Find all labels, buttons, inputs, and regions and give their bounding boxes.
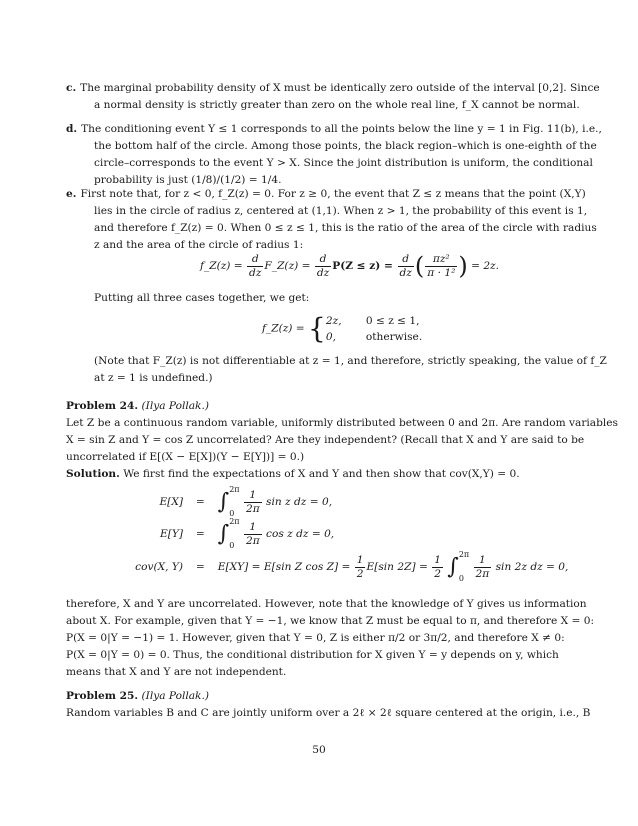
- equation-ex: [125, 486, 332, 518]
- problem-heading: Problem 25.: [66, 690, 139, 702]
- fraction: [474, 554, 492, 581]
- text-line: uncorrelated if E[(X − E[X])(Y − E[Y])] = 0.): [66, 451, 305, 463]
- fraction: [247, 253, 263, 280]
- fraction: [425, 253, 457, 280]
- integral-limits: [459, 551, 469, 583]
- equation-cov: [105, 551, 568, 583]
- frac-den: dz: [316, 266, 330, 279]
- eq-term: F_Z(z) =: [264, 260, 314, 272]
- frac-den: dz: [399, 266, 412, 279]
- upper-limit: 2π: [229, 485, 240, 494]
- after-text: [66, 596, 595, 681]
- upper-limit: 2π: [229, 517, 240, 526]
- eq-lhs: f_Z(z) =: [200, 260, 247, 272]
- integral-limits: [229, 486, 239, 518]
- fraction: [244, 521, 262, 548]
- case-condition: 0 ≤ z ≤ 1,: [365, 314, 420, 327]
- item-text-line: circle–corresponds to the event Y > X. Since the joint distribution is uniform, the conditional: [94, 157, 593, 169]
- eq-term: E[XY] = E[sin Z cos Z] =: [217, 561, 354, 573]
- cases: [326, 313, 422, 345]
- text-line: at z = 1 is undefined.): [94, 372, 213, 384]
- page-number: 50: [312, 744, 326, 756]
- text-line: P(X = 0|Y = −1) = 1. However, given that Y = 0, Z is either π/2 or 3π/2, and therefore X ≠ 0:: [66, 632, 565, 644]
- integral-sign: ∫: [217, 489, 230, 515]
- item-label: c.: [66, 82, 77, 94]
- text-line: Putting all three cases together, we get:: [94, 292, 310, 304]
- integral-limits: [229, 518, 239, 550]
- eq-rhs: sin z dz = 0,: [266, 496, 333, 508]
- left-brace: {: [308, 312, 326, 345]
- eq-term: P(Z ≤ z) =: [332, 260, 397, 272]
- eq-term: E[sin 2Z] =: [366, 561, 432, 573]
- case-value: 2z,: [325, 314, 342, 327]
- fraction: [432, 554, 443, 581]
- problem-25: [66, 688, 591, 722]
- frac-num: 1: [244, 521, 262, 535]
- item-text-line: The marginal probability density of X must be identically zero outside of the interval [0,2]. Since: [80, 82, 600, 94]
- item-text-line: The conditioning event Y ≤ 1 corresponds to all the points below the line y = 1 in Fig. 11(b), i.e.,: [81, 123, 602, 135]
- case-condition: otherwise.: [365, 330, 423, 343]
- lower-limit: 0: [229, 541, 235, 550]
- fraction: [398, 253, 414, 280]
- integral-sign: ∫: [217, 521, 230, 547]
- eq-sign: =: [195, 496, 205, 508]
- text-line: about X. For example, given that Y = −1, we know that Z must be equal to π, and therefore X = 0:: [66, 615, 595, 627]
- frac-den: 2π: [475, 567, 490, 580]
- case-value: 0,: [325, 330, 336, 343]
- item-e: [66, 186, 597, 254]
- frac-num: 1: [474, 554, 492, 568]
- frac-num: 1: [434, 553, 441, 566]
- problem-author: (Ilya Pollak.): [141, 690, 209, 702]
- frac-den: π · 1²: [427, 266, 456, 279]
- eq-sign: =: [195, 561, 205, 573]
- eq-lhs: E[X]: [159, 496, 183, 508]
- lower-limit: 0: [229, 509, 235, 518]
- item-text-line: z and the area of the circle of radius 1:: [94, 239, 304, 251]
- eq-rhs: cos z dz = 0,: [266, 528, 335, 540]
- frac-den: 2: [356, 567, 364, 580]
- item-text-line: First note that, for z < 0, f_Z(z) = 0. For z ≥ 0, the event that Z ≤ z means that the point (X,Y): [80, 188, 586, 200]
- problem-24: [66, 398, 618, 466]
- item-d: [66, 121, 602, 189]
- item-text-line: lies in the circle of radius z, centered at (1,1). When z > 1, the probability of this event is 1,: [94, 205, 588, 217]
- frac-num: 1: [244, 489, 262, 503]
- frac-den: 2π: [245, 502, 260, 515]
- text-line: Let Z be a continuous random variable, uniformly distributed between 0 and 2π. Are random variables: [66, 417, 618, 429]
- right-paren: ): [458, 252, 468, 280]
- equation-ey: [125, 518, 334, 550]
- solution-label: Solution.: [66, 468, 120, 480]
- eq-lhs: f_Z(z) =: [262, 322, 309, 335]
- problem-author: (Ilya Pollak.): [141, 400, 209, 412]
- frac-num: πz²: [425, 253, 457, 267]
- frac-num: 1: [356, 553, 364, 566]
- eq-lhs: cov(X, Y): [135, 561, 183, 573]
- equation-fz-derivative: [200, 252, 499, 280]
- item-text-line: probability is just (1/8)/(1/2) = 1/4.: [94, 174, 282, 186]
- fraction: [244, 489, 262, 516]
- text-line: X = sin Z and Y = cos Z uncorrelated? Are they independent? (Recall that X and Y are said to be: [66, 434, 585, 446]
- text-line: P(X = 0|Y = 0) = 0. Thus, the conditional distribution for X given Y = y depends on y, which: [66, 649, 559, 661]
- frac-den: 2: [434, 567, 441, 580]
- solution-line: [66, 466, 576, 483]
- solution-text: We first find the expectations of X and Y and then show that cov(X,Y) = 0.: [119, 468, 520, 480]
- left-paren: (: [414, 252, 425, 280]
- lower-limit: 0: [458, 574, 464, 583]
- problem-heading: Problem 24.: [66, 400, 139, 412]
- text-line: therefore, X and Y are uncorrelated. However, note that the knowledge of Y gives us information: [66, 598, 587, 610]
- item-label: d.: [66, 123, 78, 135]
- eq-sign: =: [195, 528, 205, 540]
- item-c: [66, 80, 600, 114]
- integral-sign: ∫: [447, 554, 459, 580]
- upper-limit: 2π: [458, 550, 470, 559]
- item-label: e.: [66, 188, 77, 200]
- item-text-line: the bottom half of the circle. Among those points, the black region–which is one-eighth of the: [94, 140, 597, 152]
- frac-num: d: [398, 253, 414, 267]
- note-text: [94, 353, 607, 387]
- text-line: means that X and Y are not independent.: [66, 666, 287, 678]
- eq-rhs: = 2z.: [467, 260, 500, 272]
- eq-lhs: E[Y]: [160, 528, 183, 540]
- item-text-line: and therefore f_Z(z) = 0. When 0 ≤ z ≤ 1, this is the ratio of the area of the circle with radius: [94, 222, 597, 234]
- text-line: Random variables B and C are jointly uniform over a 2ℓ × 2ℓ square centered at the origin, i.e., B: [66, 707, 591, 719]
- text-line: (Note that F_Z(z) is not differentiable at z = 1, and therefore, strictly speaking, the value of f_Z: [94, 355, 607, 367]
- eq-rhs: sin 2z dz = 0,: [495, 561, 569, 573]
- frac-den: 2π: [245, 534, 260, 547]
- fraction: [355, 554, 366, 581]
- frac-num: d: [315, 253, 331, 267]
- item-text-line: a normal density is strictly greater than zero on the whole real line, f_X cannot be normal.: [94, 99, 580, 111]
- frac-den: dz: [249, 266, 262, 279]
- frac-num: d: [247, 253, 263, 267]
- putting-text: [94, 290, 604, 307]
- equation-fz-cases: [262, 312, 422, 345]
- fraction: [315, 253, 331, 280]
